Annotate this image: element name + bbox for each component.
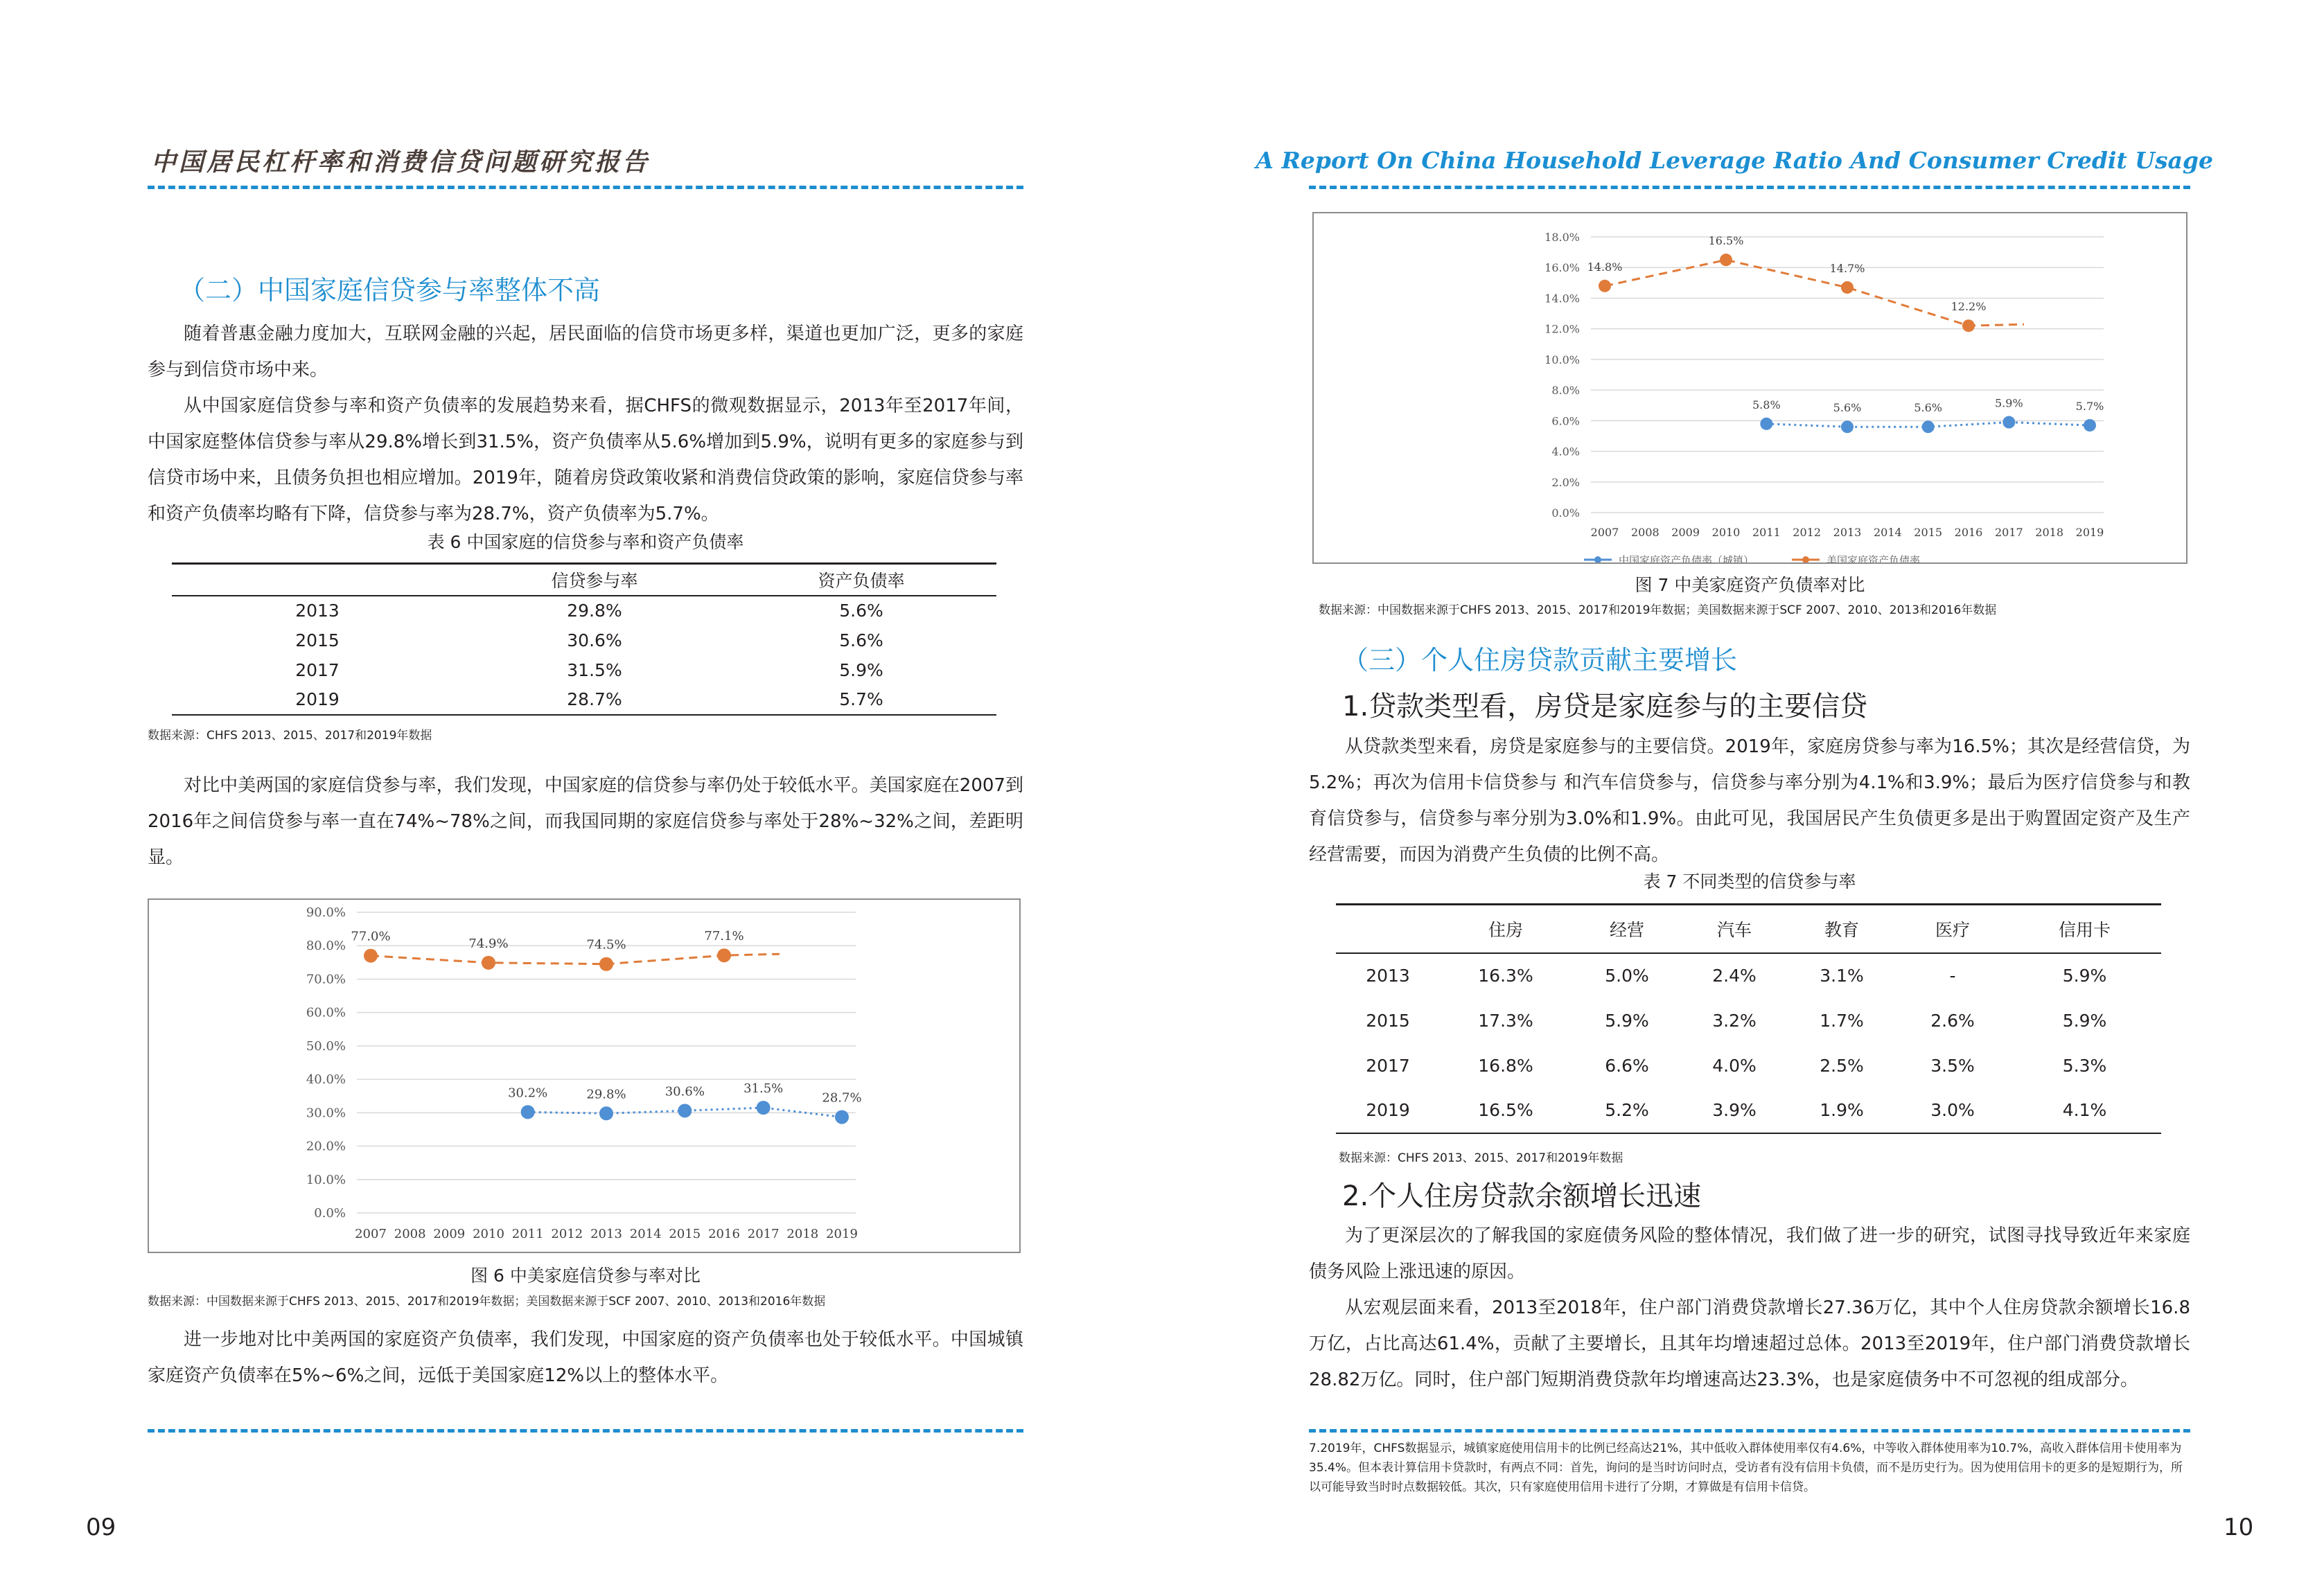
table-row: 2017 16.8% 6.6% 4.0% 2.5% 3.5% 5.3% — [1366, 1055, 2107, 1076]
data-point — [1599, 280, 1611, 292]
data-point — [717, 948, 731, 962]
left-header-title: 中国居民杠杆率和消费信贷问题研究报告 — [151, 148, 651, 177]
table-row: 2015 30.6% 5.6% — [295, 630, 883, 650]
section-title-3: （三）个人住房贷款贡献主要增长 — [1342, 645, 1738, 675]
y-tick-label: 80.0% — [306, 939, 346, 954]
data-point — [599, 957, 613, 971]
x-tick-label: 2011 — [1752, 526, 1781, 539]
table6-header-credit: 信贷参与率 — [463, 564, 726, 596]
page-number-left: 09 — [86, 1514, 116, 1541]
figure7-caption: 图 7 中美家庭资产负债率对比 — [1635, 575, 1865, 595]
table7-header-credit-card: 信用卡 — [2008, 905, 2161, 953]
data-point — [1760, 418, 1772, 430]
table6-caption: 表 6 中国家庭的信贷参与率和资产负债率 — [427, 532, 744, 552]
figure7-source: 数据来源：中国数据来源于CHFS 2013、2015、2017和2019年数据；美国数据来源于SCF 2007、2010、2013和2016年数据 — [1319, 603, 1997, 617]
x-tick-label: 2012 — [551, 1227, 583, 1241]
x-tick-label: 2015 — [1914, 526, 1943, 539]
y-tick-label: 16.0% — [1544, 261, 1580, 275]
x-tick-label: 2008 — [394, 1227, 426, 1241]
page-number-right: 10 — [2224, 1514, 2254, 1541]
right-para-2: 为了更深层次的了解我国的家庭债务风险的整体情况，我们做了进一步的研究，试图寻找导致近年来家庭债务风险上涨迅速的原因。 — [1309, 1225, 2190, 1282]
section-title-2: （二）中国家庭信贷参与率整体不高 — [179, 275, 601, 305]
table7-header-blank — [1336, 905, 1440, 953]
y-tick-label: 10.0% — [1544, 353, 1580, 366]
x-tick-label: 2017 — [1994, 526, 2023, 539]
right-para-3: 从宏观层面来看，2013至2018年，住户部门消费贷款增长27.36万亿，其中个人住房贷款余额增长16.8万亿，占比高达61.4%，贡献了主要增长，且其年均增速超过总体。2013至2019年，住户部门消费贷款增长28.82万亿。同时，住户部门短期消费贷款年均增速高达23.3%，也是家庭债务中不可忽视的组成部分。 — [1309, 1297, 2190, 1390]
x-tick-label: 2009 — [1671, 526, 1700, 539]
y-tick-label: 70.0% — [306, 972, 346, 987]
data-point — [2002, 416, 2015, 429]
y-tick-label: 6.0% — [1551, 414, 1580, 428]
table-row: 2015 17.3% 5.9% 3.2% 1.7% 2.6% 5.9% — [1366, 1010, 2107, 1031]
x-tick-label: 2009 — [433, 1227, 466, 1241]
y-tick-label: 20.0% — [306, 1139, 346, 1154]
data-point — [1962, 319, 1975, 332]
left-para-3: 对比中美两国的家庭信贷参与率，我们发现，中国家庭的信贷参与率仍处于较低水平。美国家庭在2007到2016年之间信贷参与率一直在74%~78%之间，而我国同期的家庭信贷参与率处于28%~32%之间，差距明显。 — [148, 775, 1023, 868]
data-point — [521, 1105, 535, 1119]
data-label: 16.5% — [1708, 234, 1744, 248]
left-para-2: 从中国家庭信贷参与率和资产负债率的发展趋势来看，据CHFS的微观数据显示，2013年至2017年间，中国家庭整体信贷参与率从29.8%增长到31.5%，资产负债率从5.6%增加到5.9%，说明有更多的家庭参与到信贷市场中来，且债务负担也相应增加。2019年，随着房贷政策收紧和消费信贷政策的影响，家庭信贷参与率和资产负债率均略有下降，信贷参与率为28.7%，资产负债率为5.7%。 — [148, 396, 1023, 524]
data-label: 31.5% — [743, 1081, 784, 1097]
data-label: 12.2% — [1951, 300, 1987, 314]
x-tick-label: 2014 — [1873, 526, 1902, 539]
data-point — [757, 1101, 771, 1115]
y-tick-label: 14.0% — [1544, 292, 1580, 305]
subsection-title-1: 1.贷款类型看，房贷是家庭参与的主要信贷 — [1342, 691, 1868, 722]
data-label: 28.7% — [822, 1090, 862, 1106]
subsection-title-2: 2.个人住房贷款余额增长迅速 — [1342, 1180, 1702, 1212]
table-row: 2013 16.3% 5.0% 2.4% 3.1% - 5.9% — [1366, 966, 2107, 986]
table-row: 2013 29.8% 5.6% — [295, 601, 883, 621]
x-tick-label: 2016 — [1954, 526, 1983, 539]
right-para-1: 从贷款类型来看，房贷是家庭参与的主要信贷。2019年，家庭房贷参与率为16.5%；其次是经营信贷，为5.2%；再次为信用卡信贷参与 和汽车信贷参与，信贷参与率分别为4.1%和3.9%；最后为医疗信贷参与和教育信贷参与，信贷参与率分别为3.0%和1.9%。由此可见，我国居民产生负债更多是出于购置固定资产及生产经营需要，而因为消费产生负债的比例不高。 — [1309, 736, 2190, 865]
x-tick-label: 2012 — [1793, 526, 1822, 539]
x-tick-label: 2019 — [826, 1227, 858, 1241]
figure-7-svg — [1314, 213, 2186, 562]
x-tick-label: 2018 — [2035, 526, 2064, 539]
data-label: 30.2% — [508, 1085, 548, 1101]
y-tick-label: 0.0% — [1551, 506, 1580, 520]
data-point — [1841, 420, 1854, 433]
x-tick-label: 2016 — [708, 1227, 740, 1241]
x-tick-label: 2013 — [590, 1227, 622, 1241]
x-tick-label: 2007 — [1590, 526, 1619, 539]
data-point — [1720, 254, 1732, 266]
legend-label: 美国家庭资产负债率 — [1826, 554, 1921, 562]
x-tick-label: 2008 — [1630, 526, 1660, 539]
table6-header-blank — [172, 564, 463, 596]
data-point — [599, 1106, 613, 1120]
x-tick-label: 2015 — [669, 1227, 701, 1241]
data-label: 5.9% — [1995, 396, 2023, 410]
y-tick-label: 12.0% — [1544, 322, 1580, 336]
legend-swatch-marker — [1802, 556, 1809, 562]
x-tick-label: 2018 — [786, 1227, 819, 1241]
data-label: 29.8% — [586, 1087, 626, 1102]
right-page — [1162, 0, 2324, 1587]
table6-header-debt: 资产负债率 — [726, 564, 996, 596]
data-point — [678, 1103, 692, 1117]
data-label: 74.5% — [586, 937, 626, 952]
table7-header-medical: 医疗 — [1897, 905, 2008, 953]
data-point — [835, 1110, 849, 1124]
table-6 — [172, 562, 996, 716]
x-tick-label: 2010 — [473, 1227, 504, 1241]
data-label: 5.6% — [1914, 401, 1942, 415]
x-tick-label: 2011 — [511, 1227, 544, 1241]
x-tick-label: 2007 — [355, 1227, 387, 1241]
data-label: 74.9% — [468, 936, 509, 951]
data-point — [482, 956, 495, 970]
data-label: 5.6% — [1833, 401, 1862, 415]
y-tick-label: 10.0% — [306, 1172, 346, 1187]
y-tick-label: 30.0% — [306, 1106, 346, 1121]
figure-6-svg — [149, 900, 1019, 1252]
table-7 — [1336, 903, 2161, 1134]
footer-divider — [148, 1429, 1023, 1433]
series-line — [1605, 260, 2024, 326]
x-tick-label: 2014 — [629, 1227, 662, 1241]
figure-6-chart — [148, 898, 1021, 1253]
y-tick-label: 8.0% — [1551, 384, 1580, 398]
data-point — [1922, 420, 1935, 433]
y-tick-label: 40.0% — [306, 1072, 346, 1088]
y-tick-label: 18.0% — [1544, 231, 1580, 244]
figure6-source: 数据来源：中国数据来源于CHFS 2013、2015、2017和2019年数据；美国数据来源于SCF 2007、2010、2013和2016年数据 — [148, 1295, 826, 1309]
x-tick-label: 2019 — [2075, 526, 2104, 539]
x-tick-label: 2017 — [747, 1227, 780, 1241]
legend-swatch-marker — [1594, 556, 1601, 562]
x-tick-label: 2010 — [1711, 526, 1741, 539]
left-para-4: 进一步地对比中美两国的家庭资产负债率，我们发现，中国家庭的资产负债率也处于较低水平。中国城镇家庭资产负债率在5%~6%之间，远低于美国家庭12%以上的整体水平。 — [148, 1329, 1023, 1386]
footnote-divider — [1309, 1429, 2190, 1433]
table7-caption: 表 7 不同类型的信贷参与率 — [1643, 871, 1856, 892]
header-divider — [1309, 186, 2190, 189]
data-label: 14.8% — [1587, 260, 1623, 274]
table7-header-auto: 汽车 — [1682, 905, 1786, 953]
y-tick-label: 50.0% — [306, 1038, 346, 1054]
figure6-caption: 图 6 中美家庭信贷参与率对比 — [470, 1266, 701, 1286]
legend-label: 中国家庭资产负债率（城镇） — [1619, 554, 1754, 562]
footnote-7: 7.2019年，CHFS数据显示，城镇家庭使用信用卡的比例已经高达21%，其中低收入群体使用率仅有4.6%，中等收入群体使用率为10.7%，高收入群体信用卡使用率为35.4%。但本表计算信用卡贷款时，有两点不同：首先，询问的是当时访问时点，受访者有没有信用卡负债，而不是历史行为。因为使用信用卡的更多的是短期行为，所以可能导致当时时点数据较低。其次，只有家庭使用信用卡进行了分期，才算做是有信用卡信贷。 — [1309, 1442, 2183, 1494]
table7-source: 数据来源：CHFS 2013、2015、2017和2019年数据 — [1339, 1151, 1623, 1165]
y-tick-label: 2.0% — [1551, 475, 1580, 489]
data-point — [364, 949, 378, 963]
table7-header-business: 经营 — [1572, 905, 1682, 953]
data-label: 5.7% — [2075, 399, 2104, 413]
table-row: 2019 28.7% 5.7% — [172, 685, 996, 715]
data-label: 5.8% — [1752, 398, 1781, 411]
data-label: 30.6% — [664, 1084, 705, 1099]
table-row: 2019 16.5% 5.2% 3.9% 1.9% 3.0% 4.1% — [1336, 1088, 2161, 1133]
data-point — [1841, 281, 1854, 294]
table6-source: 数据来源：CHFS 2013、2015、2017和2019年数据 — [148, 729, 432, 743]
y-tick-label: 60.0% — [306, 1005, 346, 1020]
x-tick-label: 2013 — [1833, 526, 1862, 539]
data-label: 14.7% — [1829, 261, 1865, 275]
table-row: 2017 31.5% 5.9% — [295, 659, 883, 680]
left-para-1: 随着普惠金融力度加大，互联网金融的兴起，居民面临的信贷市场更多样，渠道也更加广泛，更多的家庭参与到信贷市场中来。 — [148, 323, 1023, 380]
data-label: 77.0% — [351, 929, 391, 944]
table7-header-education: 教育 — [1786, 905, 1897, 953]
table7-header-housing: 住房 — [1440, 905, 1572, 953]
figure-7-chart — [1312, 212, 2187, 564]
header-divider — [148, 186, 1023, 189]
data-point — [2084, 419, 2096, 432]
data-label: 77.1% — [704, 929, 744, 944]
y-tick-label: 4.0% — [1551, 445, 1580, 459]
y-tick-label: 90.0% — [306, 905, 346, 920]
right-header-title: A Report On China Household Leverage Ratio And Consumer Credit Usage — [1256, 147, 2213, 174]
y-tick-label: 0.0% — [314, 1206, 346, 1221]
